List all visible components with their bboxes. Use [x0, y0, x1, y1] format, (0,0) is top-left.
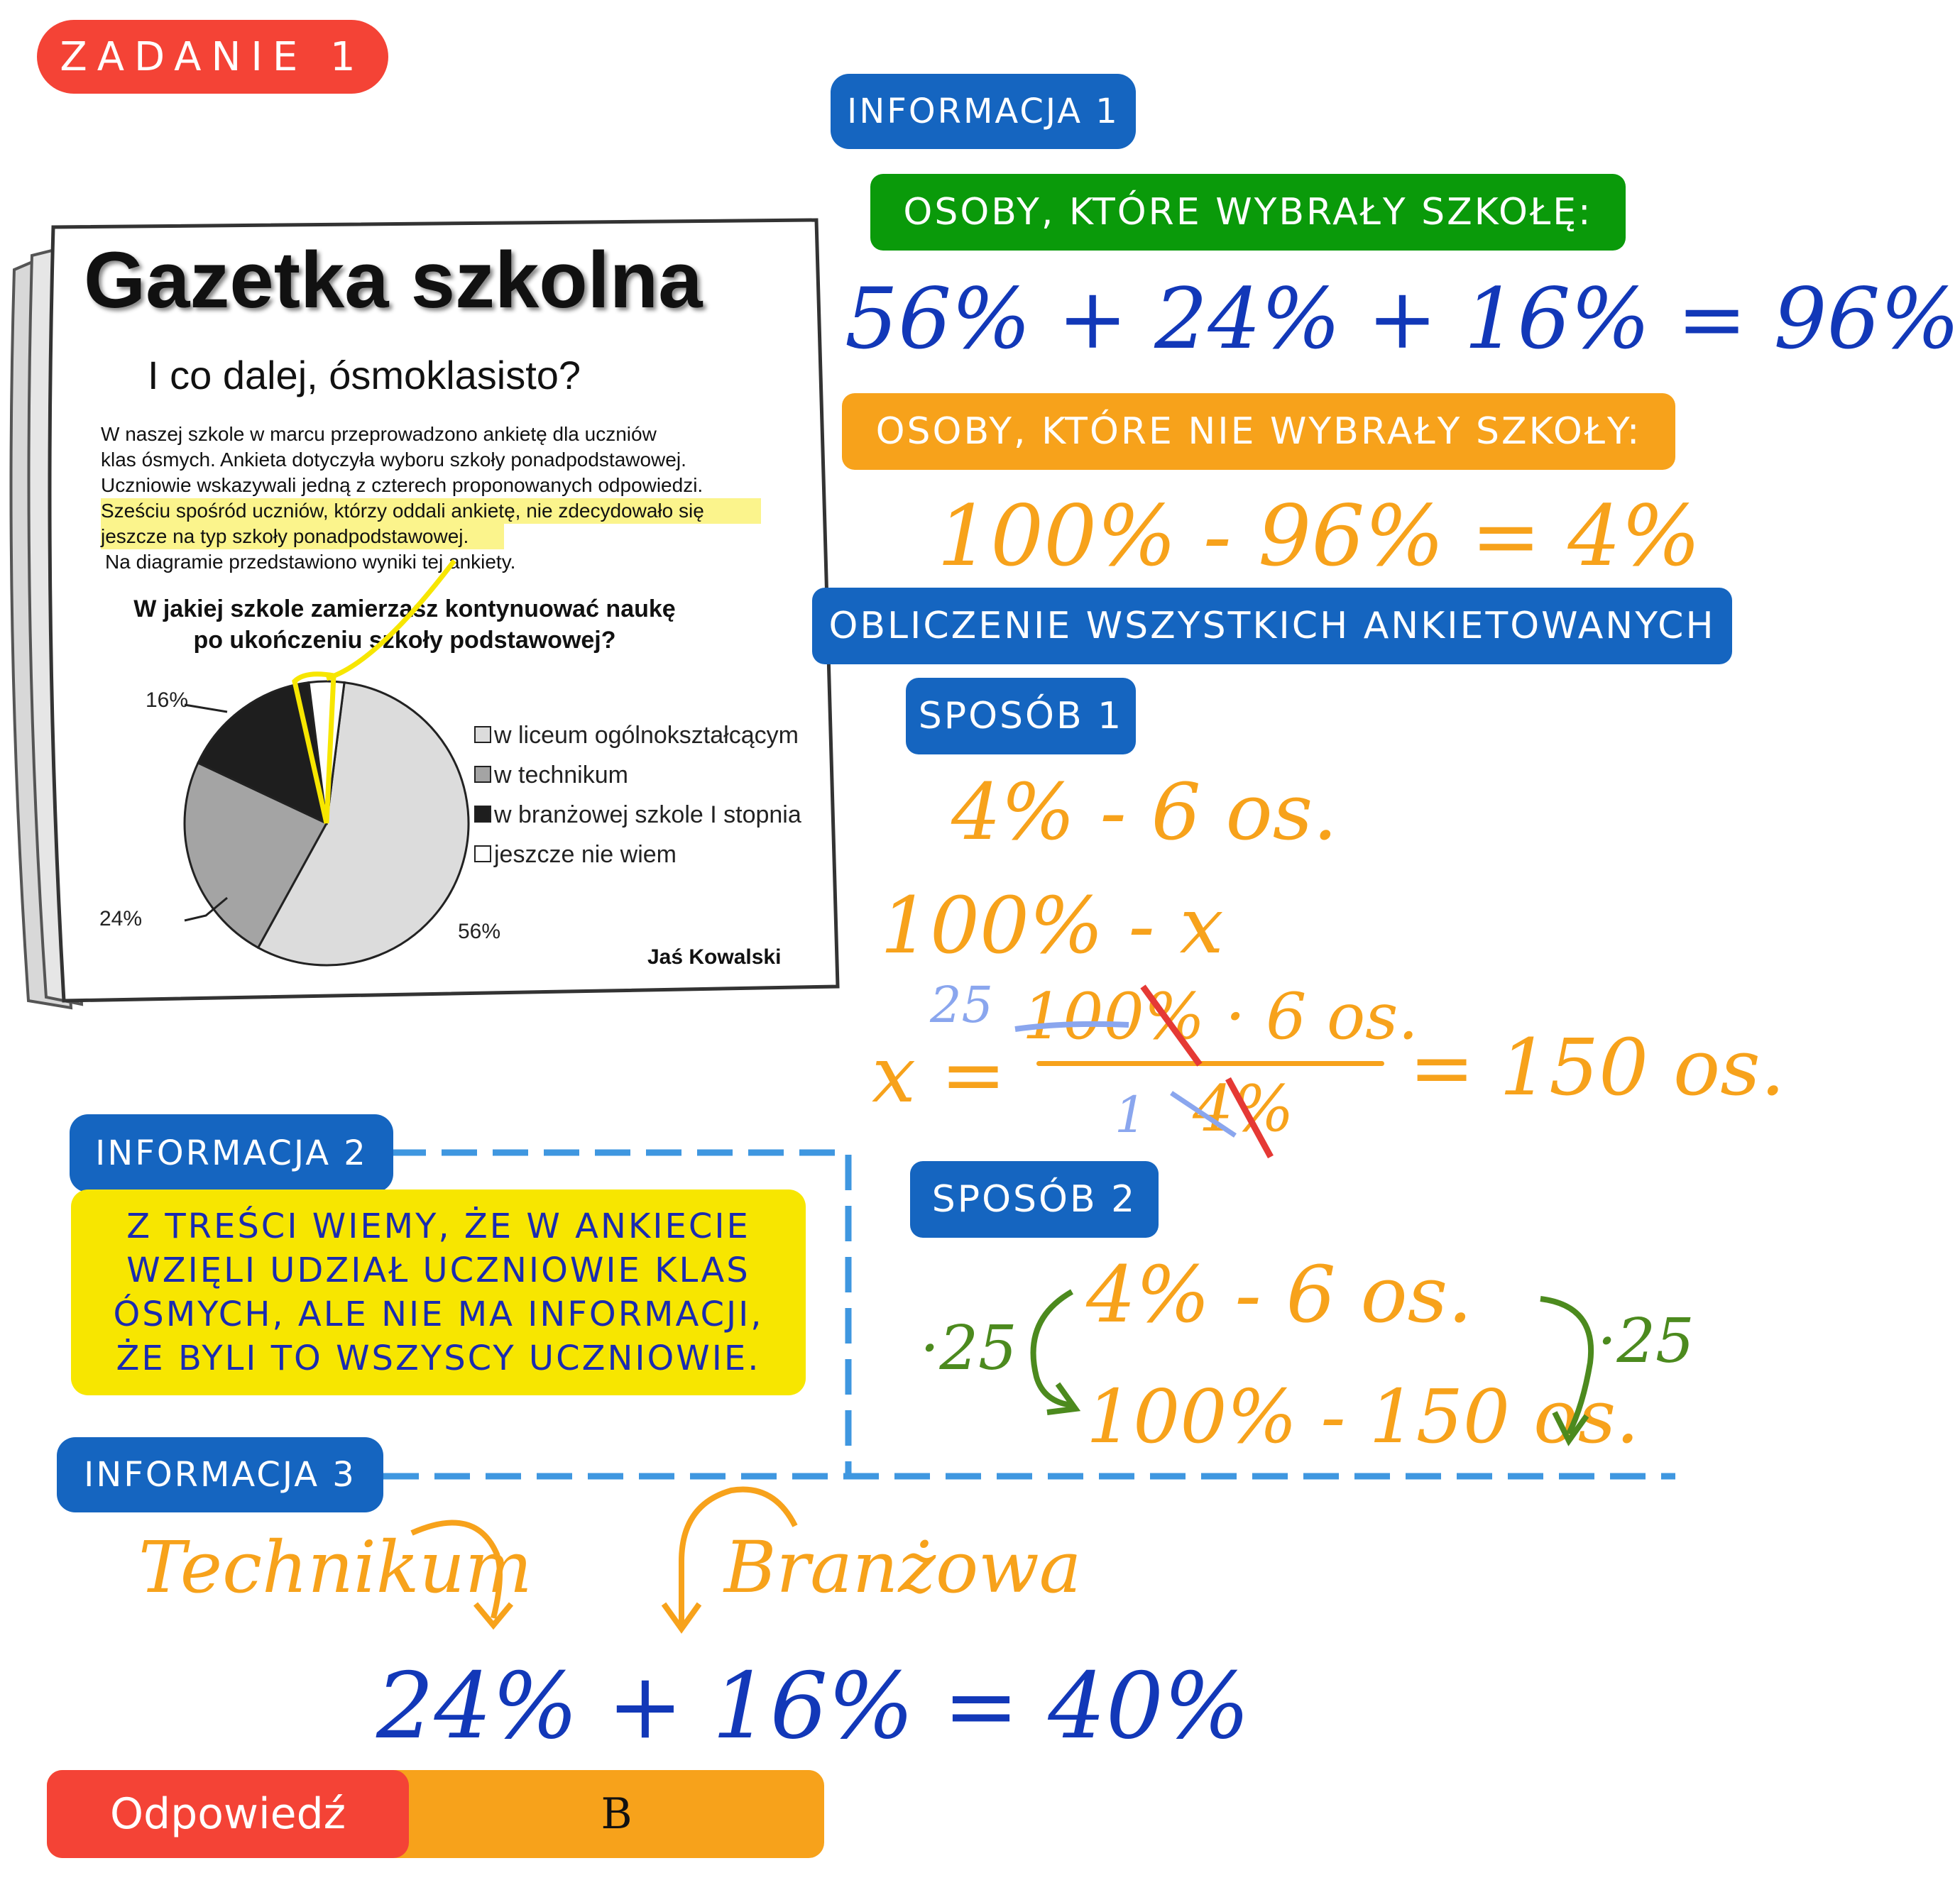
- cancel-bottom-value: 1: [1115, 1086, 1146, 1144]
- pie-label-56: 56%: [458, 920, 501, 943]
- technikum-note: Technikum: [138, 1526, 532, 1609]
- method2-mult-left: ·25: [920, 1313, 1017, 1384]
- method2-line2: 100% - 150 os.: [1086, 1373, 1640, 1460]
- legend-item: [474, 795, 801, 835]
- legend-label: jeszcze nie wiem: [494, 841, 677, 868]
- pie-label-leader-lines: [185, 699, 270, 926]
- not-chose-school-label: OSOBY, KTÓRE NIE WYBRAŁY SZKOŁY:: [842, 393, 1675, 470]
- answer-value: B: [601, 1789, 633, 1839]
- info2-line: ŻE BYLI TO WSZYSCY UCZNIOWIE.: [116, 1339, 761, 1378]
- newspaper-title: Gazetka szkolna: [84, 236, 703, 324]
- cancel-top-value: 25: [930, 976, 994, 1034]
- chose-school-equation: 56% + 24% + 16% = 96%: [845, 270, 1960, 368]
- info2-line: ÓSMYCH, ALE NIE MA INFORMACJI,: [113, 1295, 764, 1334]
- paragraph-line: klas ósmych. Ankieta dotyczyła wyboru szkoły ponadpodstawowej.: [101, 449, 686, 471]
- method1-denominator: 4%: [1193, 1072, 1294, 1146]
- branzowa-note: Branżowa: [724, 1526, 1082, 1609]
- answer-label: Odpowiedź: [47, 1770, 409, 1858]
- pie-label-16: 16%: [146, 688, 189, 712]
- legend-label: w technikum: [494, 762, 628, 789]
- pie-legend: [474, 715, 801, 874]
- legend-swatch: [474, 845, 491, 862]
- method1-numerator: 100% · 6 os.: [1022, 979, 1418, 1054]
- method1-result: = 150 os.: [1409, 1022, 1785, 1113]
- paragraph-line: Uczniowie wskazywali jedną z czterech proponowanych odpowiedzi.: [101, 474, 703, 496]
- info2-line: Z TREŚCI WIEMY, ŻE W ANKIECIE: [126, 1207, 750, 1246]
- info3-arrows: [398, 1476, 823, 1647]
- method2-line1: 4% - 6 os.: [1086, 1249, 1473, 1340]
- legend-swatch: [474, 726, 491, 743]
- legend-swatch: [474, 806, 491, 823]
- legend-item: [474, 715, 801, 755]
- info3-equation: 24% + 16% = 40%: [376, 1654, 1250, 1759]
- legend-swatch: [474, 766, 491, 783]
- legend-label: w liceum ogólnokształcącym: [494, 722, 799, 749]
- cancel-strokes: [1001, 979, 1285, 1164]
- newspaper-paragraph: [101, 422, 761, 575]
- chose-school-label: OSOBY, KTÓRE WYBRAŁY SZKOŁĘ:: [870, 174, 1626, 251]
- paragraph-line-highlighted: jeszcze na typ szkoły ponadpodstawowej.: [101, 524, 504, 549]
- legend-label: w branżowej szkole I stopnia: [494, 801, 801, 828]
- info3-header: INFORMACJA 3: [57, 1437, 383, 1512]
- survey-question-line: W jakiej szkole zamierzasz kontynuować naukę: [133, 595, 676, 622]
- method2-label: SPOSÓB 2: [910, 1161, 1159, 1238]
- method1-line2: 100% - x: [880, 880, 1224, 971]
- legend-item: [474, 835, 801, 874]
- not-chose-school-equation: 100% - 96% = 4%: [937, 487, 1701, 585]
- paragraph-line-highlighted: Sześciu spośród uczniów, którzy oddali ankietę, nie zdecydowało się: [101, 498, 761, 524]
- info2-note: [71, 1190, 806, 1395]
- method1-x-equals: x =: [872, 1029, 1007, 1120]
- calc-header: OBLICZENIE WSZYSTKICH ANKIETOWANYCH: [812, 588, 1732, 664]
- newspaper-subtitle: I co dalej, ósmoklasisto?: [148, 353, 581, 397]
- method1-label: SPOSÓB 1: [906, 678, 1136, 754]
- paragraph-line: W naszej szkole w marcu przeprowadzono ankietę dla uczniów: [101, 423, 657, 445]
- pie-label-24: 24%: [99, 907, 143, 930]
- legend-item: [474, 755, 801, 795]
- info2-line: WZIĘLI UDZIAŁ UCZNIOWIE KLAS: [126, 1251, 750, 1290]
- paragraph-line: Na diagramie przedstawiono wyniki tej ankiety.: [105, 551, 516, 573]
- newspaper-author: Jaś Kowalski: [647, 945, 782, 969]
- info2-header: INFORMACJA 2: [70, 1114, 393, 1192]
- info1-header: INFORMACJA 1: [831, 74, 1136, 149]
- task-label: ZADANIE 1: [37, 20, 388, 94]
- survey-question-line: po ukończeniu szkoły podstawowej?: [193, 627, 616, 654]
- method2-mult-right: ·25: [1597, 1306, 1695, 1377]
- survey-question: [85, 593, 724, 656]
- method1-line1: 4% - 6 os.: [951, 767, 1338, 857]
